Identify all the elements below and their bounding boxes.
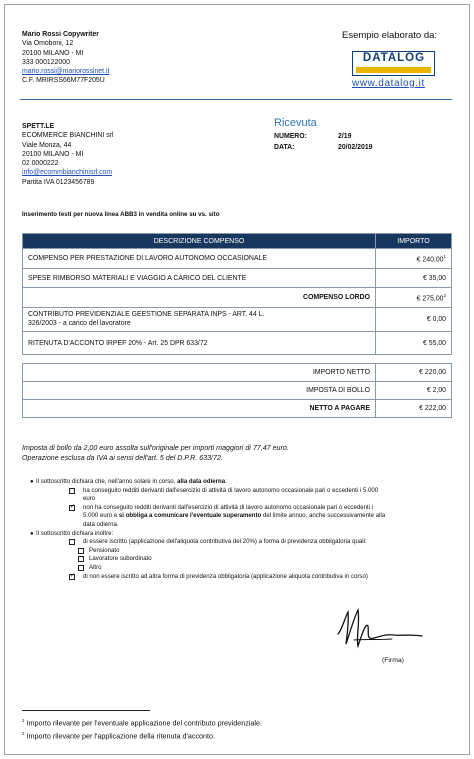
sub-option-3-text: Altro — [89, 563, 102, 571]
stamp-duty-note: Imposta di bollo da 2,00 euro assolta sull'originale per importi maggiori di 77,47 euro. — [22, 444, 289, 452]
option-b-line2-pre: 5.000 euro e — [83, 512, 119, 520]
example-caption: Esempio elaborato da: — [342, 30, 438, 41]
signature-label: (Firma) — [382, 657, 404, 664]
receipt-meta — [274, 132, 373, 153]
option-d-text: di non essere iscritto ad altra forma di previdenza obbligatoria (applicazione aliquota contributiva in corso) — [83, 572, 368, 580]
row-inps-desc — [23, 308, 376, 332]
row-bollo-amount: € 2,00 — [376, 382, 452, 400]
header-description: DESCRIZIONE COMPENSO — [23, 234, 376, 249]
checkbox-option-b-checked[interactable] — [69, 505, 75, 511]
header-divider — [20, 99, 452, 100]
option-c-text: di essere iscritto (applicazione dell'aliquota contributiva del 20%) a forma di previdenza obbligatoria quali: — [83, 538, 367, 546]
option-b — [22, 504, 452, 530]
recipient-email-link[interactable]: info@ecommbianchinisrl.com — [22, 169, 113, 177]
row-netto-desc: IMPORTO NETTO — [23, 364, 376, 382]
row-lordo-amount — [376, 288, 452, 308]
row-ritenuta-amount: € 55,00 — [376, 332, 452, 355]
subject-line: Inserimento testi per nuova linea ABB3 in vendita online su vs. sito — [22, 211, 220, 218]
sender-address: Via Omoboni, 12 — [22, 40, 74, 48]
option-b-line2-bold: si obbliga a comunicare l'eventuale superamento — [118, 512, 262, 520]
checkbox-altro[interactable] — [78, 565, 84, 571]
bullet-icon: ● — [30, 530, 34, 537]
sender-name: Mario Rossi Copywriter — [22, 31, 99, 38]
compenso-amount-text: € 240,00 — [416, 256, 444, 264]
date-label: DATA: — [274, 143, 295, 151]
option-b-line1: non ha conseguito redditi derivanti dall'esercizio di attività di lavoro autonomo occasionale pari o eccedenti i — [83, 503, 374, 511]
table-row — [23, 332, 452, 355]
row-spese-amount: € 35,00 — [376, 269, 452, 288]
intro-2-text: Il sottoscritto dichiara inoltre: — [36, 529, 114, 537]
footnote-2-mark: 2 — [22, 731, 25, 737]
table-spacer — [23, 355, 452, 364]
checkbox-option-c[interactable] — [69, 539, 75, 545]
inps-desc-line1: CONTRIBUTO PREVIDENZIALE GEESTIONE SEPARATA INPS - ART. 44 L. — [28, 311, 265, 318]
receipt-title: Ricevuta — [274, 117, 317, 129]
declaration-intro-1 — [22, 478, 452, 487]
intro-1-colon: : — [225, 478, 227, 485]
lordo-amount-text: € 275,00 — [416, 295, 444, 303]
option-b-line2-post: del limite annuo, anche successivamente alla — [261, 512, 386, 520]
row-compenso-amount — [376, 249, 452, 269]
logo-url-link[interactable]: www.datalog.it — [352, 78, 425, 89]
sender-phone: 333 000122000 — [22, 58, 70, 66]
option-b-line3: data odierna. — [83, 520, 119, 528]
option-a-line2: euro — [83, 495, 96, 503]
sub-option-2 — [22, 555, 452, 564]
inps-desc-line2: 326/2003 - a carico del lavoratore — [28, 319, 131, 327]
footnote-1 — [22, 715, 262, 728]
table-row — [23, 308, 452, 332]
table-row — [23, 249, 452, 269]
table-row — [23, 382, 452, 400]
tax-notes — [22, 443, 289, 463]
sender-email-link[interactable]: mario.rossi@mariorossinet.it — [22, 68, 110, 76]
recipient-phone: 02 0000222 — [22, 160, 59, 168]
footnote-1-text: Importo rilevante per l'eventuale applicazione del contributo previdenziale. — [24, 718, 263, 728]
sub-option-2-text: Lavoratore subordinato — [89, 555, 152, 563]
handwritten-signature — [336, 604, 424, 652]
table-row — [23, 364, 452, 382]
option-a-line1: ha conseguito redditi derivanti dall'esercizio di attività di lavoro autonomo occasionale pari o eccedenti i 5.000 — [83, 486, 379, 494]
vat-exemption-note: Operazione esclusa da IVA ai sensi dell'art. 5 del D.P.R. 633/72. — [22, 454, 223, 462]
checkbox-pensionato[interactable] — [78, 548, 84, 554]
recipient-city: 20100 MILANO - MI — [22, 150, 84, 158]
checkbox-option-d-checked[interactable] — [69, 574, 75, 580]
table-row — [23, 400, 452, 418]
sub-option-1 — [22, 547, 452, 556]
row-pagare-amount: € 222,00 — [376, 400, 452, 418]
row-netto-amount: € 220,00 — [376, 364, 452, 382]
row-bollo-desc: IMPOSTA DI BOLLO — [23, 382, 376, 400]
row-compenso-desc: COMPENSO PER PRESTAZIONE DI LAVORO AUTONOMO OCCASIONALE — [23, 249, 376, 269]
footnote-2 — [22, 728, 262, 741]
sender-city: 20100 MILANO - MI — [22, 49, 84, 57]
header-amount: IMPORTO — [376, 234, 452, 249]
number-value: 2/19 — [338, 133, 352, 140]
recipient-vat: Partita IVA 0123456789 — [22, 178, 95, 186]
recipient-address: Viale Monza, 44 — [22, 141, 72, 149]
footnote-1-mark: 1 — [22, 718, 25, 723]
intro-1-text: Il sottoscritto dichiara che, nell'anno solare in corso, — [36, 478, 178, 485]
footnote-divider — [22, 710, 150, 711]
row-inps-amount: € 0,00 — [376, 308, 452, 332]
sender-block — [22, 30, 109, 86]
option-a — [22, 487, 452, 504]
row-ritenuta-desc: RITENUTA D'ACCONTO IRPEF 20% - Art. 25 DPR 633/72 — [23, 332, 376, 355]
date-value: 20/02/2019 — [338, 143, 373, 151]
option-b-line2 — [83, 512, 452, 521]
intro-1-bold: alla data odierna — [177, 478, 226, 485]
compensation-table — [22, 233, 452, 418]
table-row — [23, 269, 452, 288]
recipient-label: SPETT.LE — [22, 123, 55, 130]
declaration-intro-2 — [22, 530, 452, 539]
bullet-icon: ● — [30, 479, 34, 485]
checkbox-option-a[interactable] — [69, 488, 75, 494]
row-spese-desc: SPESE RIMBORSO MATERIALI E VIAGGIO A CARICO DEL CLIENTE — [23, 269, 376, 288]
sub-option-3 — [22, 564, 452, 573]
footnotes — [22, 715, 262, 742]
sub-option-1-text: Pensionato — [89, 546, 120, 554]
option-c — [22, 538, 452, 547]
checkbox-lavoratore[interactable] — [78, 556, 84, 562]
table-header-row — [23, 234, 452, 249]
recipient-block — [22, 122, 114, 187]
row-pagare-desc: NETTO A PAGARE — [23, 400, 376, 418]
table-row — [23, 288, 452, 308]
recipient-name: ECOMMERCE BIANCHINI srl — [22, 132, 114, 140]
option-d — [22, 573, 452, 582]
number-label: NUMERO: — [274, 133, 307, 140]
footnote-ref-2: 2 — [443, 292, 446, 298]
logo-stripe — [356, 67, 431, 73]
logo-text: DATALOG — [362, 52, 426, 64]
footnote-2-text: Importo rilevante per l'applicazione della ritenuta d'acconto. — [24, 731, 216, 741]
sender-tax-code: C.F. MRIRSS66M77F205U — [22, 77, 105, 85]
row-lordo-desc: COMPENSO LORDO — [23, 288, 376, 308]
footnote-ref-1: 1 — [443, 253, 446, 259]
declaration-section — [22, 478, 452, 581]
